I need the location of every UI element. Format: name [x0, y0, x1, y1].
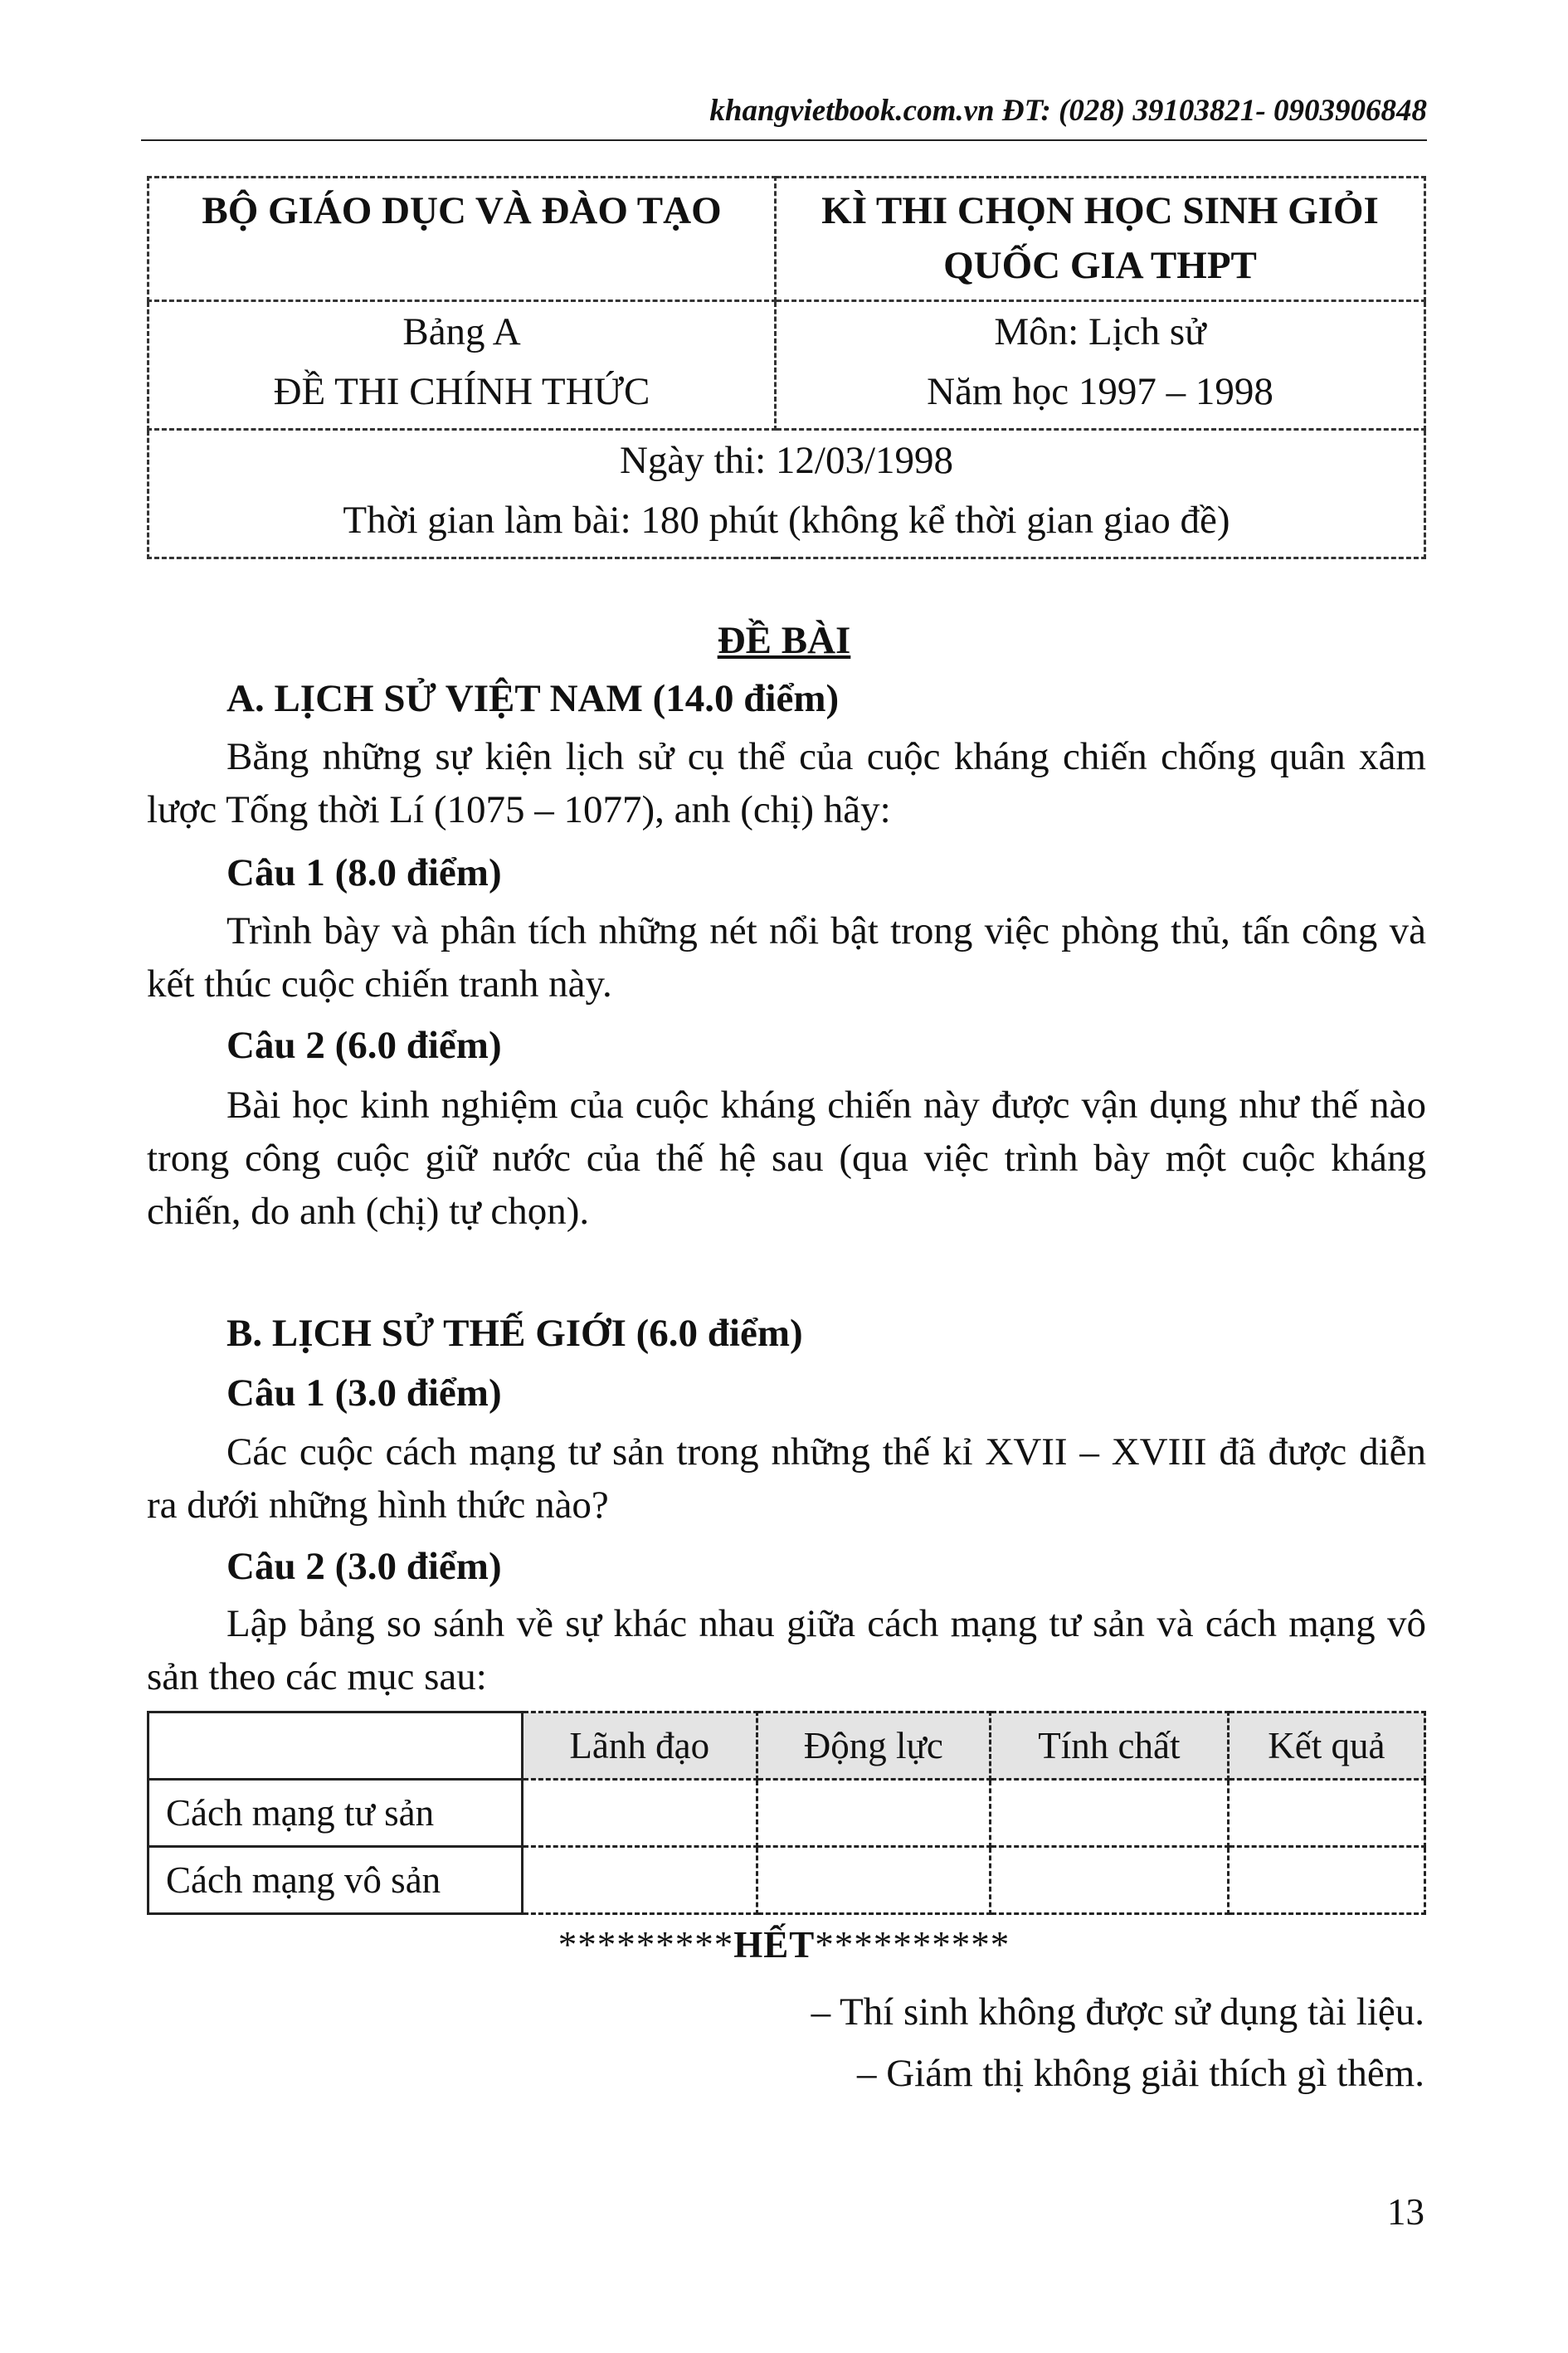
exam-title-line2: QUỐC GIA THPT	[943, 244, 1257, 287]
part-a-intro-text: Bằng những sự kiện lịch sử cụ thể của cuộc kháng chiến chống quân xâm lược Tống thời Lí (1075 – 1077), anh (chị) hãy:	[147, 735, 1426, 831]
comparison-table	[147, 1711, 1426, 1915]
table-cell	[1228, 1847, 1424, 1914]
section-title: ĐỀ BÀI	[717, 619, 851, 662]
part-b-q2-body	[147, 1597, 1426, 1703]
note-no-materials: – Thí sinh không được sử dụng tài liệu.	[811, 1990, 1424, 2034]
official-label: ĐỀ THI CHÍNH THỨC	[273, 370, 650, 413]
part-b-q2-text: Lập bảng so sánh về sự khác nhau giữa cách mạng tư sản và cách mạng vô sản theo các mục sau:	[147, 1602, 1426, 1698]
part-a-q1-heading: Câu 1 (8.0 điểm)	[226, 851, 502, 894]
header-rule	[141, 139, 1427, 141]
table-cell	[523, 1847, 757, 1914]
board-label: Bảng A	[402, 310, 521, 353]
table-row	[149, 1847, 1425, 1914]
part-b-q1-body	[147, 1425, 1426, 1532]
col-header-driving-force: Động lực	[757, 1712, 991, 1780]
part-a-q2-body	[147, 1079, 1426, 1238]
ministry-cell	[149, 178, 776, 301]
col-header-nature: Tính chất	[991, 1712, 1229, 1780]
board-cell	[149, 301, 776, 430]
part-b-q1-text: Các cuộc cách mạng tư sản trong những thế kỉ XVII – XVIII đã được diễn ra dưới những hình thức nào?	[147, 1430, 1426, 1527]
page-number: 13	[1387, 2191, 1424, 2233]
part-a-q2-heading: Câu 2 (6.0 điểm)	[226, 1024, 502, 1067]
exam-title-line1: KÌ THI CHỌN HỌC SINH GIỎI	[821, 189, 1379, 232]
exam-title-cell	[776, 178, 1425, 301]
end-label: HẾT	[733, 1924, 816, 1966]
table-cell	[1228, 1780, 1424, 1847]
exam-date: Ngày thi: 12/03/1998	[619, 439, 954, 482]
col-header-result: Kết quả	[1228, 1712, 1424, 1780]
table-row	[149, 1780, 1425, 1847]
subject-label: Môn: Lịch sử	[994, 310, 1206, 353]
row-label-proletarian: Cách mạng vô sản	[149, 1847, 523, 1914]
table-corner-cell	[149, 1712, 523, 1780]
table-cell	[991, 1780, 1229, 1847]
running-header: khangvietbook.com.vn ĐT: (028) 39103821- 0903906848	[709, 94, 1427, 128]
table-cell	[757, 1847, 991, 1914]
part-a-q1-text: Trình bày và phân tích những nét nổi bật trong việc phòng thủ, tấn công và kết thúc cuộc chiến tranh này.	[147, 909, 1426, 1006]
exam-info-table	[147, 176, 1426, 559]
part-a-intro	[147, 730, 1426, 836]
col-header-leadership: Lãnh đạo	[523, 1712, 757, 1780]
part-b-q2-heading: Câu 2 (3.0 điểm)	[226, 1545, 502, 1588]
table-cell	[523, 1780, 757, 1847]
ministry-name: BỘ GIÁO DỤC VÀ ĐÀO TẠO	[202, 189, 722, 232]
part-b-q1-heading: Câu 1 (3.0 điểm)	[226, 1371, 502, 1415]
part-b-heading: B. LỊCH SỬ THẾ GIỚI (6.0 điểm)	[226, 1312, 803, 1355]
part-a-q2-text: Bài học kinh nghiệm của cuộc kháng chiến này được vận dụng như thế nào trong công cuộc giữ nước của thế hệ sau (qua việc trình bày một cuộc kháng chiến, do anh (chị) tự chọn).	[147, 1084, 1426, 1233]
part-a-q1-body	[147, 904, 1426, 1011]
note-no-explanation: – Giám thị không giải thích gì thêm.	[856, 2052, 1424, 2095]
school-year-label: Năm học 1997 – 1998	[927, 370, 1273, 413]
end-stars-right: **********	[815, 1924, 1010, 1966]
date-cell	[149, 430, 1425, 558]
part-a-heading: A. LỊCH SỬ VIỆT NAM (14.0 điểm)	[226, 677, 840, 720]
table-cell	[757, 1780, 991, 1847]
end-stars-left: *********	[558, 1924, 734, 1966]
row-label-bourgeois: Cách mạng tư sản	[149, 1780, 523, 1847]
table-cell	[991, 1847, 1229, 1914]
end-mark	[0, 1923, 1568, 1966]
exam-duration: Thời gian làm bài: 180 phút (không kể thời gian giao đề)	[343, 499, 1230, 542]
subject-cell	[776, 301, 1425, 430]
